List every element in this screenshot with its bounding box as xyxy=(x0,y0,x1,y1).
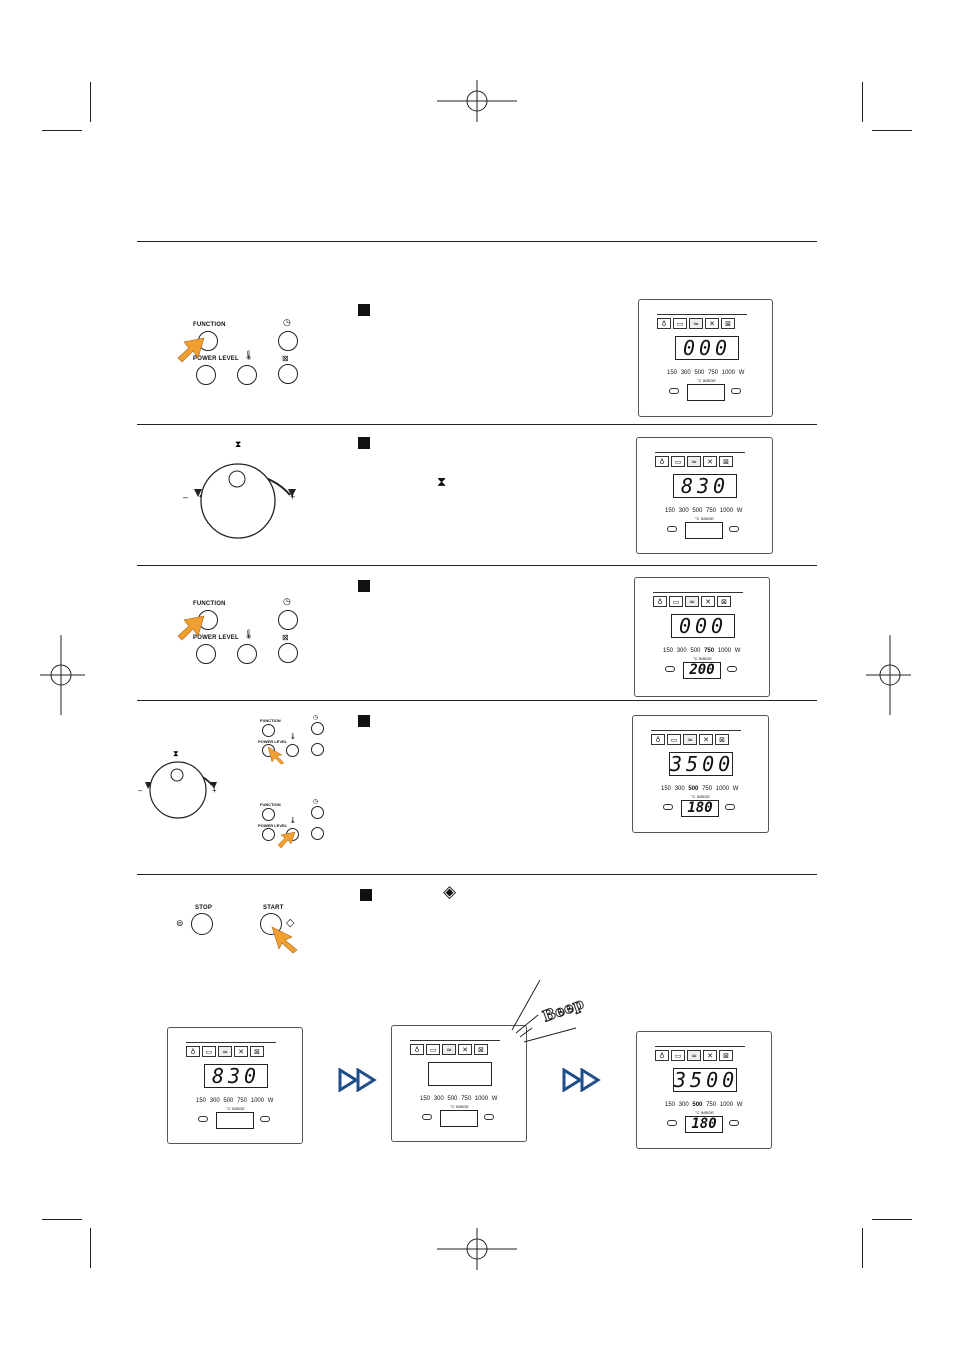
mode-icon: ⊠ xyxy=(719,456,733,467)
dish-icon xyxy=(729,526,739,532)
thermometer-icon: 🌡 xyxy=(289,818,297,824)
hourglass-icon: ⧗ xyxy=(173,749,179,758)
power-level-button[interactable] xyxy=(196,365,216,385)
mode-icon: ▭ xyxy=(669,596,683,607)
start-label: START xyxy=(263,905,284,911)
display-main-readout: 000 xyxy=(671,614,735,638)
oven-display xyxy=(634,577,770,697)
display-sub-readout xyxy=(687,384,725,401)
power-level-value: 1000 xyxy=(250,1098,265,1104)
power-level-label: POWER LEVEL xyxy=(193,356,239,362)
dish-icon xyxy=(667,1120,677,1126)
stop-icon: ⊜ xyxy=(176,918,184,928)
mode-icons xyxy=(655,456,735,467)
mode-icons xyxy=(653,596,733,607)
beep-sound-label: Beep xyxy=(540,994,587,1026)
mode-icon: ≈ xyxy=(218,1046,232,1057)
power-level-value: 500 xyxy=(223,1098,234,1104)
dial-minus: – xyxy=(138,786,143,795)
power-level-value: 300 xyxy=(676,648,687,654)
mode-icon: ▭ xyxy=(673,318,687,329)
power-level-value: 750 xyxy=(704,648,715,654)
crop-mark xyxy=(872,130,912,131)
clock-button[interactable] xyxy=(278,331,298,351)
crop-mark xyxy=(42,1219,82,1220)
step-marker xyxy=(360,889,372,901)
hourglass-icon: ⧗ xyxy=(235,440,242,450)
power-level-value: W xyxy=(267,1098,274,1104)
clock-icon: ◷ xyxy=(283,317,291,327)
display-main-readout: 3500 xyxy=(670,752,735,776)
auto-cook-icon: ⊠ xyxy=(282,354,289,363)
clock-icon: ◷ xyxy=(283,596,291,606)
registration-target-icon xyxy=(866,635,911,715)
power-level-value: 1000 xyxy=(715,786,730,792)
clock-button[interactable] xyxy=(278,610,298,630)
power-level-value: 500 xyxy=(692,1102,703,1108)
oven-display xyxy=(632,715,769,833)
mode-icon: ✕ xyxy=(699,734,713,745)
mode-icon: ≈ xyxy=(687,456,701,467)
mode-icon: ✕ xyxy=(703,456,717,467)
auto-cook-button[interactable] xyxy=(311,827,324,840)
mode-icon: ♁ xyxy=(653,596,667,607)
mode-icon: ≈ xyxy=(689,318,703,329)
power-level-value: 500 xyxy=(447,1096,458,1102)
dish-icon xyxy=(725,804,735,810)
power-level-value: 500 xyxy=(692,508,703,514)
oven-display xyxy=(636,437,773,554)
function-label: FUNCTION xyxy=(193,601,226,607)
thermometer-icon: 🌡 xyxy=(243,350,255,360)
mode-icon: ♁ xyxy=(186,1046,200,1057)
inside-label: °C INSIDE xyxy=(695,516,714,521)
mode-icon: ▭ xyxy=(667,734,681,745)
pointer-arrow-icon xyxy=(266,745,286,765)
power-level-button[interactable] xyxy=(196,644,216,664)
mode-icon: ▭ xyxy=(671,1050,685,1061)
inside-label: °C INSIDE xyxy=(450,1104,469,1109)
function-button[interactable] xyxy=(262,724,275,737)
power-level-value: 300 xyxy=(674,786,685,792)
power-level-value: 1000 xyxy=(717,648,732,654)
mode-icons xyxy=(410,1044,490,1055)
clock-button[interactable] xyxy=(311,722,324,735)
display-sub-readout xyxy=(685,522,723,539)
power-level-value: 750 xyxy=(706,1102,717,1108)
power-levels xyxy=(665,1102,742,1108)
dish-icon xyxy=(727,666,737,672)
power-level-value: W xyxy=(736,508,743,514)
power-levels xyxy=(196,1098,273,1104)
auto-cook-button[interactable] xyxy=(278,364,298,384)
mode-icon: ⊠ xyxy=(719,1050,733,1061)
dish-icon xyxy=(260,1116,270,1122)
auto-cook-icon: ⊠ xyxy=(282,633,289,642)
dish-icon xyxy=(729,1120,739,1126)
power-level-button[interactable] xyxy=(262,828,275,841)
display-sub-readout: 200 xyxy=(683,662,721,679)
dish-icon xyxy=(422,1114,432,1120)
pointer-arrow-icon xyxy=(277,830,297,850)
step-marker xyxy=(358,304,370,316)
function-label: FUNCTION xyxy=(193,322,226,328)
mode-icon: ≈ xyxy=(687,1050,701,1061)
crop-mark xyxy=(862,1228,863,1268)
mode-icon: ⊠ xyxy=(715,734,729,745)
dial-control[interactable] xyxy=(180,437,300,542)
power-level-value: 1000 xyxy=(719,508,734,514)
mode-icon: ⊠ xyxy=(721,318,735,329)
temperature-button[interactable] xyxy=(237,644,257,664)
start-diamond-icon: ◇ xyxy=(286,917,295,929)
crop-mark xyxy=(872,1219,912,1220)
function-label: FUNCTION xyxy=(260,718,281,723)
power-level-value: 500 xyxy=(694,370,705,376)
power-level-label: POWER LEVEL xyxy=(193,635,239,641)
mode-icon: ≈ xyxy=(683,734,697,745)
display-main-readout: 000 xyxy=(675,336,739,360)
oven-display xyxy=(167,1027,303,1144)
mode-icon: ♁ xyxy=(655,456,669,467)
clock-icon: ◷ xyxy=(313,799,319,805)
double-play-arrow-icon xyxy=(338,1068,378,1092)
power-level-value: W xyxy=(734,648,741,654)
dial-control[interactable] xyxy=(138,745,218,823)
mode-icon: ≈ xyxy=(442,1044,456,1055)
pointer-arrow-icon xyxy=(176,336,206,364)
power-level-value: 750 xyxy=(237,1098,248,1104)
power-level-value: 150 xyxy=(665,508,676,514)
stop-button[interactable] xyxy=(191,913,213,935)
oven-display xyxy=(636,1031,772,1149)
temperature-button[interactable] xyxy=(286,744,299,757)
dial-minus: – xyxy=(183,492,189,502)
power-level-value: 300 xyxy=(678,508,689,514)
oven-display xyxy=(638,299,773,417)
power-level-value: 1000 xyxy=(474,1096,489,1102)
mode-icon: ♁ xyxy=(657,318,671,329)
mode-icon: ✕ xyxy=(705,318,719,329)
pointer-arrow-icon xyxy=(176,614,206,642)
section-divider xyxy=(137,874,817,875)
registration-target-icon xyxy=(40,635,85,715)
power-level-value: 300 xyxy=(678,1102,689,1108)
mode-icon: ✕ xyxy=(458,1044,472,1055)
dish-icon xyxy=(669,388,679,394)
pointer-arrow-icon xyxy=(270,925,300,955)
mode-icon: ⊠ xyxy=(474,1044,488,1055)
inside-label: °C INSIDE xyxy=(693,656,712,661)
power-levels xyxy=(663,648,740,654)
inside-label: °C INSIDE xyxy=(691,794,710,799)
section-divider xyxy=(137,700,817,701)
dish-icon xyxy=(484,1114,494,1120)
power-levels xyxy=(667,370,744,376)
display-sub-readout xyxy=(216,1112,254,1129)
power-level-value: 300 xyxy=(433,1096,444,1102)
mode-icon: ▭ xyxy=(426,1044,440,1055)
display-sub-readout: 180 xyxy=(685,1116,723,1133)
thermometer-icon: 🌡 xyxy=(243,629,255,639)
display-main-readout: 830 xyxy=(204,1064,268,1088)
clock-button[interactable] xyxy=(311,806,324,819)
display-main-readout: 3500 xyxy=(674,1068,739,1092)
thermometer-icon: 🌡 xyxy=(289,734,297,740)
power-level-value: 1000 xyxy=(721,370,736,376)
dish-icon xyxy=(665,666,675,672)
oven-display xyxy=(391,1025,527,1142)
dish-icon xyxy=(667,526,677,532)
step-marker xyxy=(358,715,370,727)
mode-icon: ✕ xyxy=(234,1046,248,1057)
power-level-value: 150 xyxy=(663,648,674,654)
power-level-value: 300 xyxy=(680,370,691,376)
power-level-value: W xyxy=(736,1102,743,1108)
mode-icon: ⊠ xyxy=(250,1046,264,1057)
inside-label: °C INSIDE xyxy=(697,378,716,383)
power-levels xyxy=(420,1096,497,1102)
start-diamond-icon: ◈ xyxy=(443,882,457,901)
inside-label: °C INSIDE xyxy=(226,1106,245,1111)
display-sub-readout xyxy=(440,1110,478,1127)
mode-icon: ✕ xyxy=(701,596,715,607)
power-level-value: 750 xyxy=(702,786,713,792)
power-level-value: 750 xyxy=(708,370,719,376)
power-level-value: W xyxy=(738,370,745,376)
power-level-value: 150 xyxy=(667,370,678,376)
power-level-value: 150 xyxy=(196,1098,207,1104)
display-main-readout xyxy=(428,1062,492,1086)
mode-icon: ▭ xyxy=(202,1046,216,1057)
section-divider xyxy=(137,565,817,566)
mode-icon: ♁ xyxy=(651,734,665,745)
clock-icon: ◷ xyxy=(313,715,319,721)
temperature-button[interactable] xyxy=(237,365,257,385)
dish-icon xyxy=(731,388,741,394)
mode-icon: ≈ xyxy=(685,596,699,607)
hourglass-icon: ⧗ xyxy=(437,474,447,489)
step-marker xyxy=(358,437,370,449)
power-levels xyxy=(661,786,738,792)
mode-icon: ▭ xyxy=(671,456,685,467)
dish-icon xyxy=(198,1116,208,1122)
dial-plus: + xyxy=(212,786,217,795)
power-levels xyxy=(665,508,742,514)
function-label: FUNCTION xyxy=(260,802,281,807)
power-level-value: 500 xyxy=(690,648,701,654)
registration-target-icon xyxy=(437,80,517,125)
mode-icon: ⊠ xyxy=(717,596,731,607)
power-level-value: 500 xyxy=(688,786,699,792)
crop-mark xyxy=(42,130,82,131)
power-level-value: 150 xyxy=(420,1096,431,1102)
display-main-readout: 830 xyxy=(673,474,737,498)
power-level-label: POWER LEVEL xyxy=(258,823,288,828)
power-level-value: 750 xyxy=(461,1096,472,1102)
dial-plus: + xyxy=(290,492,296,502)
power-level-value: 1000 xyxy=(719,1102,734,1108)
auto-cook-button[interactable] xyxy=(311,743,324,756)
mode-icons xyxy=(186,1046,266,1057)
power-level-label: POWER LEVEL xyxy=(258,739,288,744)
registration-target-icon xyxy=(437,1228,517,1273)
crop-mark xyxy=(90,1228,91,1268)
mode-icons xyxy=(651,734,731,745)
double-play-arrow-icon xyxy=(562,1068,602,1092)
display-sub-readout: 180 xyxy=(681,800,719,817)
power-level-value: W xyxy=(491,1096,498,1102)
mode-icon: ♁ xyxy=(410,1044,424,1055)
power-level-value: 750 xyxy=(706,508,717,514)
crop-mark xyxy=(862,82,863,122)
section-divider xyxy=(137,424,817,425)
dish-icon xyxy=(663,804,673,810)
mode-icons xyxy=(655,1050,735,1061)
power-level-value: 300 xyxy=(209,1098,220,1104)
inside-label: °C INSIDE xyxy=(695,1110,714,1115)
stop-label: STOP xyxy=(195,905,213,911)
power-level-value: W xyxy=(732,786,739,792)
power-level-value: 150 xyxy=(665,1102,676,1108)
step-marker xyxy=(358,580,370,592)
mode-icons xyxy=(657,318,737,329)
power-level-value: 150 xyxy=(661,786,672,792)
section-divider xyxy=(137,241,817,242)
mode-icon: ✕ xyxy=(703,1050,717,1061)
crop-mark xyxy=(90,82,91,122)
mode-icon: ♁ xyxy=(655,1050,669,1061)
function-button[interactable] xyxy=(262,808,275,821)
auto-cook-button[interactable] xyxy=(278,643,298,663)
